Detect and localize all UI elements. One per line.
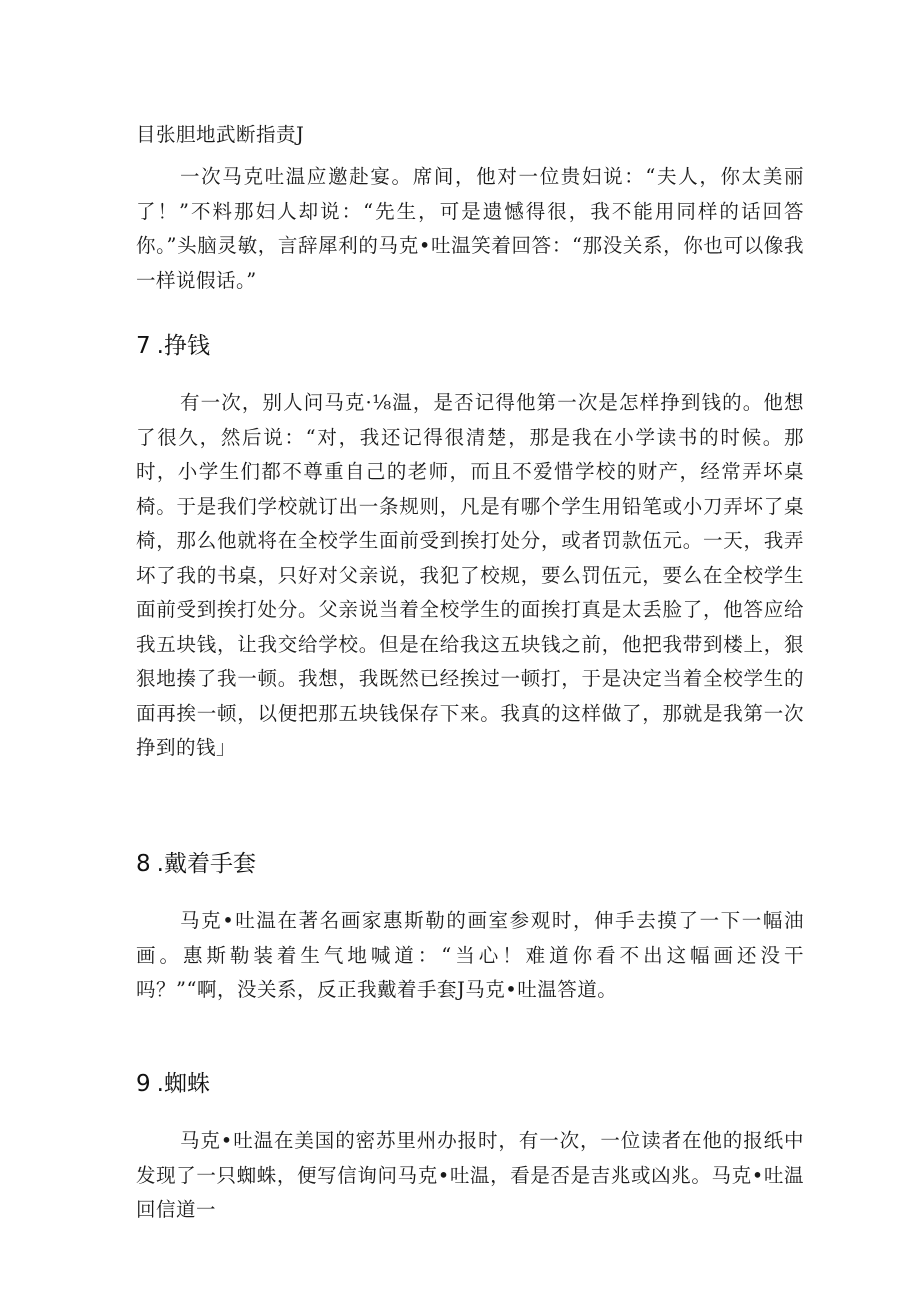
story-banquet-paragraph: 一次马克吐温应邀赴宴。席间，他对一位贵妇说：“夫人，你太美丽了！”不料那妇人却说：“先生，可是遗憾得很，我不能用同样的话回答你。”头脑灵敏，言辞犀利的马克•吐温笑着回答：“那没关系，你也可以像我一样说假话。” xyxy=(136,165,804,292)
fragment-line: 目张胆地武断指责J xyxy=(136,123,305,146)
story-spider-paragraph: 马克•吐温在美国的密苏里州办报时，有一次，一位读者在他的报纸中发现了一只蜘蛛，便写信询问马克•吐温，看是否是吉兆或凶兆。马克•吐温回信道一 xyxy=(136,1129,804,1221)
section-title: .挣钱 xyxy=(156,333,210,359)
section-title: .戴着手套 xyxy=(156,851,256,877)
section-number: 8 xyxy=(136,851,151,877)
story-earning-money-paragraph: 有一次，别人问马克·⅛温，是否记得他第一次是怎样挣到钱的。他想了很久，然后说：“对，我还记得很清楚，那是我在小学读书的时候。那时，小学生们都不尊重自己的老师，而且不爱惜学校的财产，经常弄坏桌椅。于是我们学校就订出一条规则，凡是有哪个学生用铅笔或小刀弄坏了桌椅，那么他就将在全校学生面前受到挨打处分，或者罚款伍元。一天，我弄坏了我的书桌，只好对父亲说，我犯了校规，要么罚伍元，要么在全校学生面前受到挨打处分。父亲说当着全校学生的面挨打真是太丢脸了，他答应给我五块钱，让我交给学校。但是在给我这五块钱之前，他把我带到楼上，狠狠地揍了我一顿。我想，我既然已经挨过一顿打，于是决定当着全校学生的面再挨一顿，以便把那五块钱保存下来。我真的这样做了，那就是我第一次挣到的钱」 xyxy=(136,391,804,759)
story-gloves-paragraph: 马克•吐温在著名画家惠斯勒的画室参观时，伸手去摸了一下一幅油画。惠斯勒装着生气地喊道：“当心！难道你看不出这幅画还没干吗？”“啊，没关系，反正我戴着手套J马克•吐温答道。 xyxy=(136,909,804,1001)
section-number: 9 xyxy=(136,1071,151,1097)
section-number: 7 xyxy=(136,333,151,359)
section-heading-9 xyxy=(136,1069,210,1099)
section-heading-7 xyxy=(136,331,210,361)
section-title: .蜘蛛 xyxy=(156,1071,210,1097)
section-heading-8 xyxy=(136,849,256,879)
